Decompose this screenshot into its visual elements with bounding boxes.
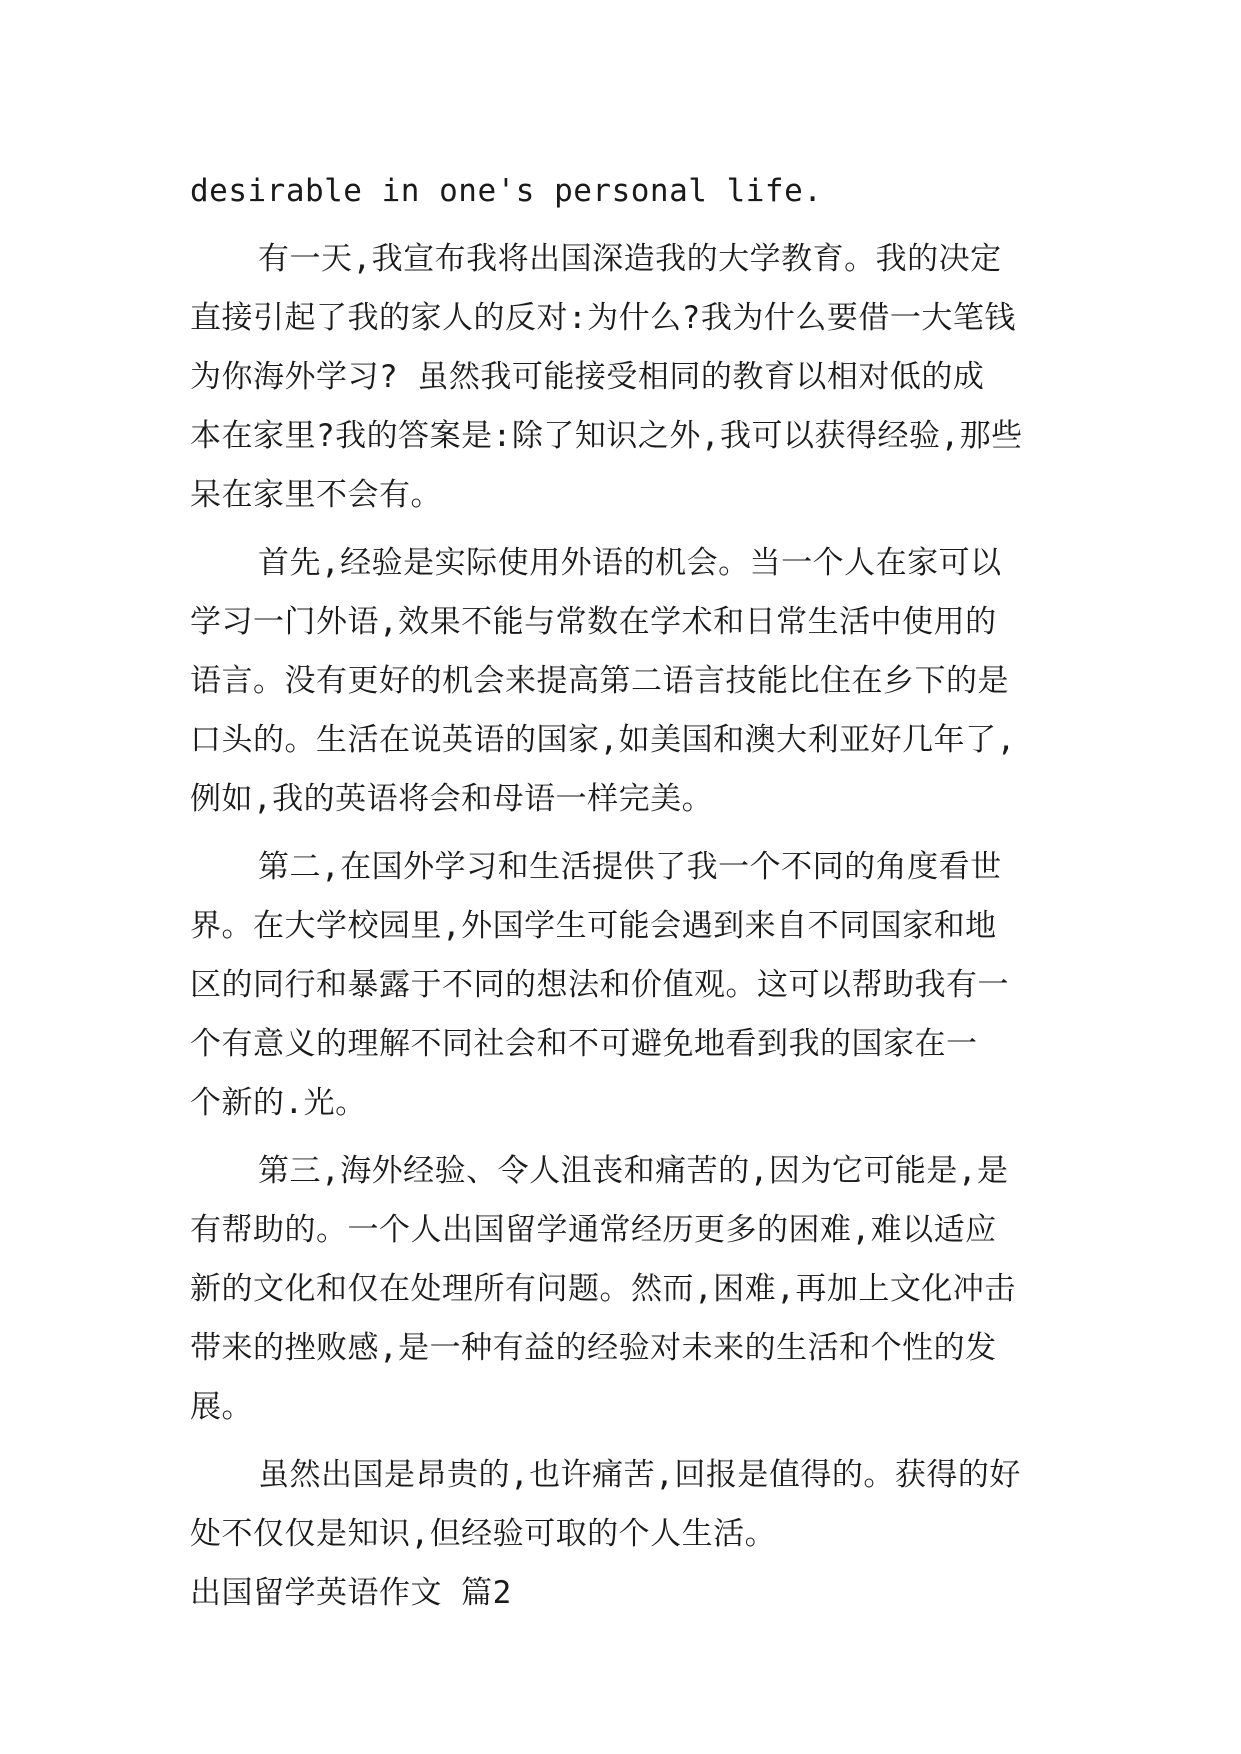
paragraph-gap xyxy=(190,1437,1060,1446)
text-line: 首先,经验是实际使用外语的机会。当一个人在家可以 xyxy=(258,545,1002,581)
text-line: 呆在家里不会有。 xyxy=(190,477,442,513)
text-line: 界。在大学校园里,外国学生可能会遇到来自不同国家和地 xyxy=(190,908,997,944)
text-line: 第二,在国外学习和生活提供了我一个不同的角度看世 xyxy=(258,849,1002,885)
text-line: 展。 xyxy=(190,1389,253,1425)
text-line: 本在家里?我的答案是:除了知识之外,我可以获得经验,那些 xyxy=(190,418,1023,454)
text-line: 新的文化和仅在处理所有问题。然而,困难,再加上文化冲击 xyxy=(190,1271,1016,1307)
text-line: 为你海外学习? 虽然我可能接受相同的教育以相对低的成 xyxy=(190,359,985,395)
text-line: 直接引起了我的家人的反对:为什么?我为什么要借一大笔钱 xyxy=(190,300,1016,336)
text-line: 有一天,我宣布我将出国深造我的大学教育。我的决定 xyxy=(258,241,1002,277)
text-line: desirable in one's personal life. xyxy=(190,173,823,209)
text-line: 虽然出国是昂贵的,也许痛苦,回报是值得的。获得的好 xyxy=(258,1457,1021,1493)
text-line: 处不仅仅是知识,但经验可取的个人生活。 xyxy=(190,1516,777,1552)
text-line: 个新的.光。 xyxy=(190,1085,367,1121)
text-line: 个有意义的理解不同社会和不可避免地看到我的国家在一 xyxy=(190,1026,978,1062)
text-line: 有帮助的。一个人出国留学通常经历更多的困难,难以适应 xyxy=(190,1212,997,1248)
document-body xyxy=(190,162,1060,1623)
text-line: 第三,海外经验、令人沮丧和痛苦的,因为它可能是,是 xyxy=(258,1153,1009,1189)
paragraph-gap xyxy=(190,221,1060,230)
text-line: 例如,我的英语将会和母语一样完美。 xyxy=(190,781,714,817)
paragraph-gap xyxy=(190,1133,1060,1142)
text-line: 口头的。生活在说英语的国家,如美国和澳大利亚好几年了, xyxy=(190,722,1016,758)
text-line: 带来的挫败感,是一种有益的经验对未来的生活和个性的发 xyxy=(190,1330,997,1366)
text-line: 区的同行和暴露于不同的想法和价值观。这可以帮助我有一 xyxy=(190,967,1009,1003)
text-line: 语言。没有更好的机会来提高第二语言技能比住在乡下的是 xyxy=(190,663,1009,699)
paragraph-gap xyxy=(190,829,1060,838)
paragraph-gap xyxy=(190,525,1060,534)
section-heading: 出国留学英语作文 篇2 xyxy=(190,1575,512,1611)
text-line: 学习一门外语,效果不能与常数在学术和日常生活中使用的 xyxy=(190,604,997,640)
